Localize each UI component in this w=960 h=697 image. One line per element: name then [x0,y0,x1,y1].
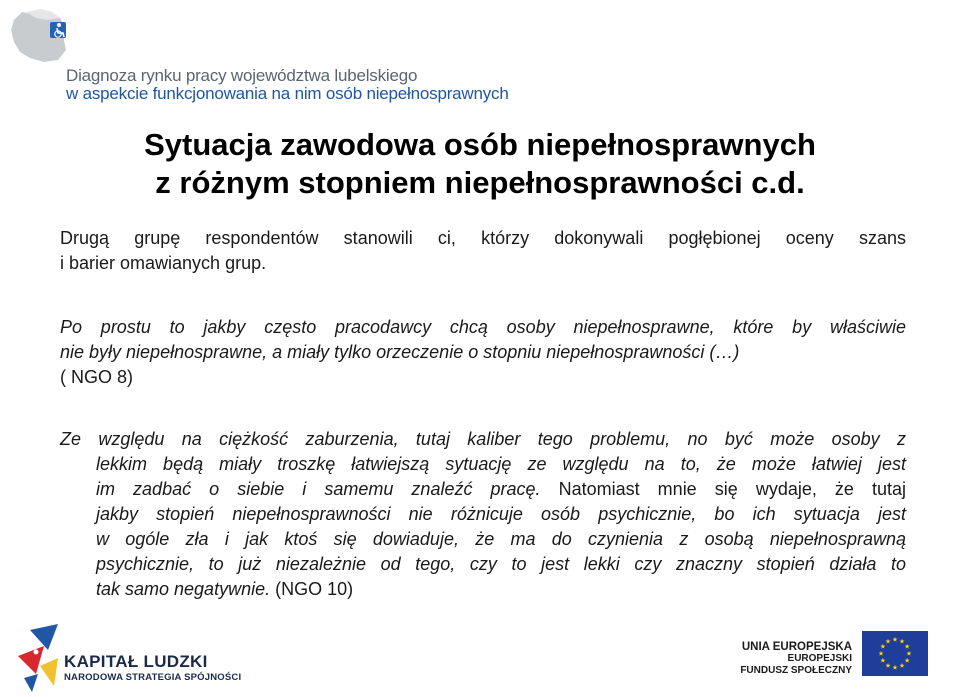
eu-flag-icon [862,631,928,676]
quote1-line-1: Po prostu to jakby często pracodawcy chcą osoby niepełnosprawne, które by właściwie [60,317,906,337]
quote2-line-3 [60,477,906,502]
quote2-line-5: w ogóle zła i jak ktoś się dowiaduje, że ma do czynienia z osobą niepełnosprawną [96,529,906,549]
header-subtitle: w aspekcie funkcjonowania na nim osób niepełnosprawnych [66,84,509,103]
quote2-line-3b: Natomiast mnie się wydaje, że tutaj [540,479,906,499]
poland-wheelchair-logo [8,6,70,66]
quote-ngo10 [60,427,906,602]
quote1-source: ( NGO 8) [60,367,134,387]
intro-line-2: i barier omawianych grup. [60,253,267,273]
intro-line-1: Drugą grupę respondentów stanowili ci, którzy dokonywali pogłębionej oceny szans [60,228,906,248]
quote1-line-2: nie były niepełnosprawne, a miały tylko orzeczenie o stopniu niepełnosprawności (…) [60,342,740,362]
header [8,6,528,102]
quote2-line-3a: im zadbać o siebie i samemu znaleźć pracę. [96,479,541,499]
title-line-1: Sytuacja zawodowa osób niepełnosprawnych [144,127,816,162]
header-title: Diagnoza rynku pracy województwa lubelskiego [66,66,418,85]
quote2-line-1: Ze względu na ciężkość zaburzenia, tutaj kaliber tego problemu, no być może osoby z [60,429,906,449]
quote2-source: (NGO 10) [270,579,354,599]
title-line-2: z różnym stopniem niepełnosprawności c.d. [155,165,805,200]
quote2-line-7-text: tak samo negatywnie. [96,579,271,599]
quote-ngo8 [60,315,906,390]
ue-label: UNIA EUROPEJSKA [741,641,852,653]
quote2-line-4: jakby stopień niepełnosprawności nie różnicuje osób psychicznie, bo ich sytuacja jest [96,504,906,524]
quote2-line-6: psychicznie, to już niezależnie od tego, czy to jest lekki czy znaczny stopień działa to [96,554,906,574]
kapital-ludzki-subtitle: NARODOWA STRATEGIA SPÓJNOŚCI [64,672,242,683]
kapital-ludzki-title: KAPITAŁ LUDZKI [64,652,208,671]
intro-paragraph [60,226,906,276]
quote2-line-2: lekkim będą miały troszkę łatwiejszą sytuację ze względu na to, że może łatwiej jest [96,454,906,474]
efs-label-1: EUROPEJSKI [787,653,852,664]
slide-title [0,126,960,202]
ue-efs-text [740,641,852,677]
quote2-line-7 [60,577,906,602]
efs-label-2: FUNDUSZ SPOŁECZNY [740,665,852,676]
